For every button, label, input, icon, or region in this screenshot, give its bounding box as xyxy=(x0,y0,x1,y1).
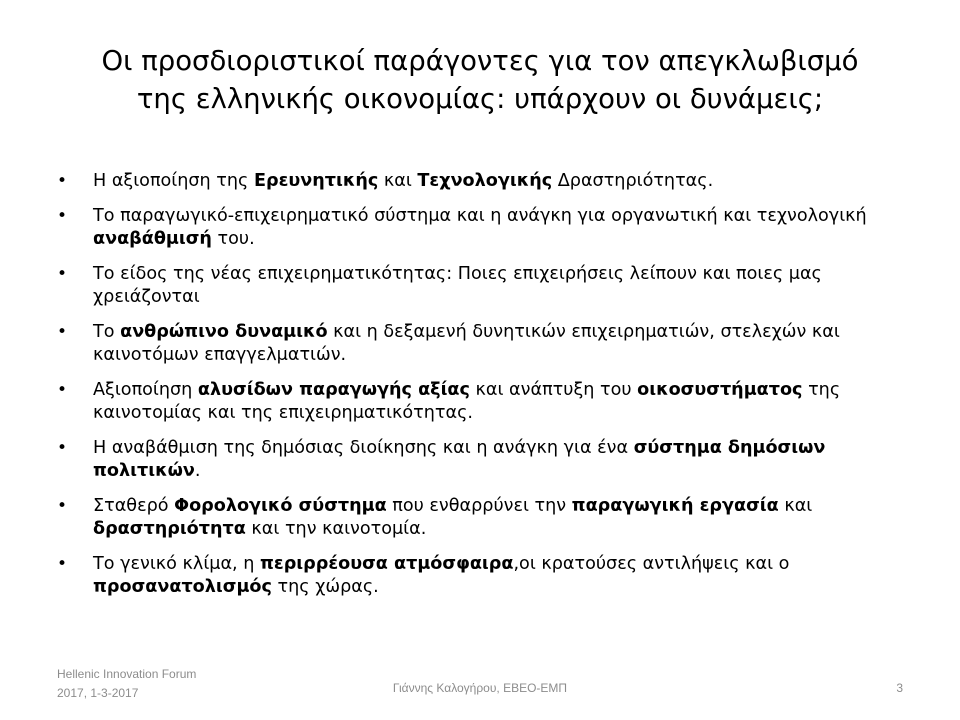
bullet-text: Δραστηριότητας. xyxy=(552,171,714,191)
bullet-item xyxy=(57,553,917,599)
bullet-text: και xyxy=(378,171,418,191)
bullet-emphasis: περιρρέουσα ατμόσφαιρα xyxy=(260,554,514,574)
bullet-item xyxy=(57,170,917,193)
bullet-text: Η αναβάθμιση της δημόσιας διοίκησης και η ανάγκη για ένα xyxy=(93,438,634,458)
bullet-text: Το παραγωγικό-επιχειρηματικό σύστημα και η ανάγκη για οργανωτική και τεχνολογική xyxy=(93,206,867,226)
footer-author: Γιάννης Καλογήρου, ΕΒΕΟ-ΕΜΠ xyxy=(392,681,568,695)
bullet-text: και xyxy=(778,496,813,516)
bullet-marker: • xyxy=(57,264,68,284)
bullet-text: Αξιοποίηση xyxy=(93,380,198,400)
footer-event-line-2: 2017, 1-3-2017 xyxy=(57,686,139,700)
bullet-item xyxy=(57,437,917,483)
slide-title-line-2: της ελληνικής οικονομίας: υπάρχουν οι δυνάμεις; xyxy=(136,83,824,115)
slide-title-line-1: Οι προσδιοριστικοί παράγοντες για τον απεγκλωβισμό xyxy=(101,45,859,77)
footer-event xyxy=(57,665,196,703)
bullet-text: Η αξιοποίηση της xyxy=(93,171,254,191)
bullet-text: που ενθαρρύνει την xyxy=(386,496,572,516)
bullet-text: . xyxy=(194,461,201,481)
bullet-list xyxy=(57,170,917,611)
slide-title xyxy=(40,42,920,118)
bullet-text: του. xyxy=(211,229,255,249)
bullet-emphasis: παραγωγική εργασία xyxy=(571,496,779,516)
bullet-emphasis: ανθρώπινο δυναμικό xyxy=(120,322,328,342)
bullet-text: Το γενικό κλίμα, η xyxy=(93,554,260,574)
page-number: 3 xyxy=(896,681,903,695)
bullet-text: Σταθερό xyxy=(93,496,175,516)
bullet-marker: • xyxy=(57,554,68,574)
bullet-item xyxy=(57,263,917,309)
bullet-text: Το xyxy=(93,322,121,342)
bullet-text: και η δεξαμενή δυνητικών επιχειρηματιών, στελεχών και καινοτόμων επαγγελματιών. xyxy=(93,322,840,365)
bullet-emphasis: προσανατολισμός xyxy=(93,577,272,597)
bullet-item xyxy=(57,205,917,251)
bullet-text: και την καινοτομία. xyxy=(245,519,427,539)
bullet-marker: • xyxy=(57,171,68,191)
footer-event-line-1: Hellenic Innovation Forum xyxy=(57,667,197,681)
bullet-item xyxy=(57,495,917,541)
bullet-marker: • xyxy=(57,206,68,226)
bullet-emphasis: Φορολογικό σύστημα xyxy=(174,496,387,516)
bullet-text: της καινοτομίας και της επιχειρηματικότητας. xyxy=(93,380,841,423)
bullet-marker: • xyxy=(57,438,68,458)
bullet-emphasis: αναβάθμισή xyxy=(93,229,212,249)
bullet-emphasis: Τεχνολογικής xyxy=(417,171,553,191)
bullet-emphasis: Ερευνητικής xyxy=(253,171,379,191)
bullet-emphasis: οικοσυστήματος xyxy=(637,380,803,400)
bullet-item xyxy=(57,321,917,367)
bullet-text: Το είδος της νέας επιχειρηματικότητας: Ποιες επιχειρήσεις λείπουν και ποιες μας χρειάζονται xyxy=(93,264,822,307)
bullet-text: και ανάπτυξη του xyxy=(469,380,638,400)
bullet-item xyxy=(57,379,917,425)
bullet-marker: • xyxy=(57,380,68,400)
bullet-marker: • xyxy=(57,322,68,342)
bullet-text: της χώρας. xyxy=(271,577,379,597)
bullet-emphasis: αλυσίδων παραγωγής αξίας xyxy=(197,380,470,400)
bullet-marker: • xyxy=(57,496,68,516)
bullet-text: ,οι κρατούσες αντιλήψεις και ο xyxy=(513,554,790,574)
bullet-emphasis: δραστηριότητα xyxy=(93,519,246,539)
bullet-emphasis: σύστημα δημόσιων πολιτικών xyxy=(93,438,826,481)
